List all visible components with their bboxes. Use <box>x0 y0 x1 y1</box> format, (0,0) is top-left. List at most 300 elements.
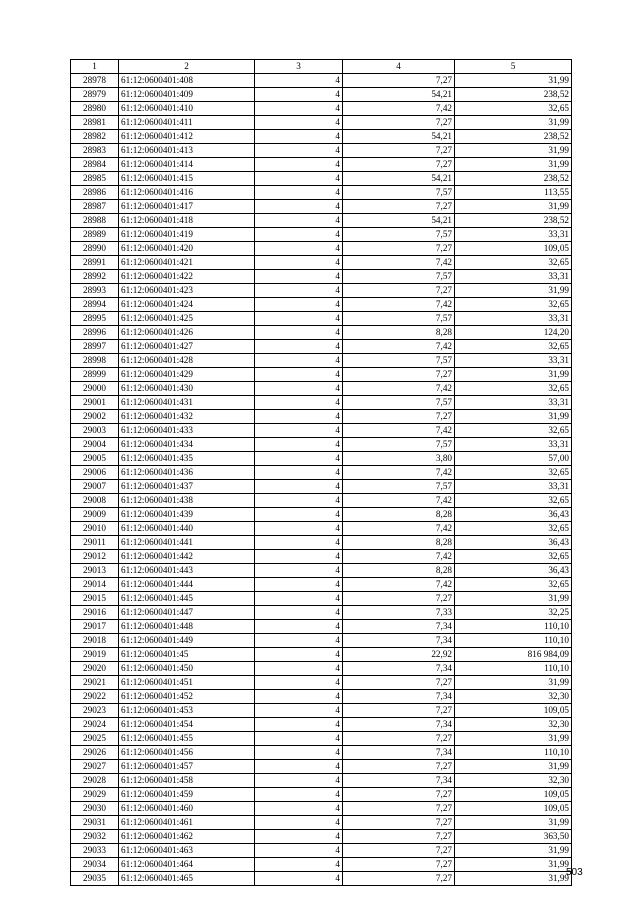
row-number: 29019 <box>71 648 119 662</box>
cell-value: 4 <box>255 354 343 368</box>
cell-value: 32,65 <box>455 522 572 536</box>
cell-value: 4 <box>255 424 343 438</box>
column-header: 4 <box>343 60 455 74</box>
row-number: 29033 <box>71 844 119 858</box>
cell-value: 7,27 <box>343 704 455 718</box>
cell-value: 7,27 <box>343 816 455 830</box>
cadastral-number: 61:12:0600401:429 <box>119 368 255 382</box>
cell-value: 4 <box>255 242 343 256</box>
cell-value: 4 <box>255 550 343 564</box>
cadastral-number: 61:12:0600401:455 <box>119 732 255 746</box>
cell-value: 238,52 <box>455 214 572 228</box>
cell-value: 31,99 <box>455 676 572 690</box>
column-header: 2 <box>119 60 255 74</box>
cell-value: 31,99 <box>455 200 572 214</box>
cadastral-number: 61:12:0600401:431 <box>119 396 255 410</box>
table-row <box>71 788 572 802</box>
cadastral-number: 61:12:0600401:462 <box>119 830 255 844</box>
row-number: 29035 <box>71 872 119 886</box>
cell-value: 32,30 <box>455 718 572 732</box>
table-row <box>71 564 572 578</box>
cell-value: 36,43 <box>455 564 572 578</box>
row-number: 29013 <box>71 564 119 578</box>
cadastral-number: 61:12:0600401:422 <box>119 270 255 284</box>
cell-value: 36,43 <box>455 508 572 522</box>
table-row <box>71 592 572 606</box>
cell-value: 4 <box>255 830 343 844</box>
cell-value: 4 <box>255 746 343 760</box>
table-row <box>71 88 572 102</box>
cell-value: 4 <box>255 312 343 326</box>
row-number: 28989 <box>71 228 119 242</box>
cell-value: 4 <box>255 88 343 102</box>
cell-value: 31,99 <box>455 144 572 158</box>
table-row <box>71 172 572 186</box>
table-row <box>71 522 572 536</box>
cell-value: 7,42 <box>343 102 455 116</box>
cadastral-number: 61:12:0600401:436 <box>119 466 255 480</box>
cell-value: 7,42 <box>343 256 455 270</box>
cell-value: 33,31 <box>455 354 572 368</box>
cell-value: 32,65 <box>455 340 572 354</box>
table-row <box>71 284 572 298</box>
cadastral-number: 61:12:0600401:433 <box>119 424 255 438</box>
cell-value: 7,27 <box>343 872 455 886</box>
row-number: 29007 <box>71 480 119 494</box>
table-row <box>71 102 572 116</box>
row-number: 29014 <box>71 578 119 592</box>
cadastral-number: 61:12:0600401:428 <box>119 354 255 368</box>
cell-value: 7,27 <box>343 410 455 424</box>
cadastral-number: 61:12:0600401:441 <box>119 536 255 550</box>
table-row <box>71 200 572 214</box>
cell-value: 7,57 <box>343 354 455 368</box>
cell-value: 816 984,09 <box>455 648 572 662</box>
cell-value: 8,28 <box>343 508 455 522</box>
cell-value: 109,05 <box>455 802 572 816</box>
cell-value: 54,21 <box>343 88 455 102</box>
cell-value: 4 <box>255 144 343 158</box>
table-row <box>71 746 572 760</box>
cell-value: 4 <box>255 494 343 508</box>
row-number: 29000 <box>71 382 119 396</box>
row-number: 28997 <box>71 340 119 354</box>
cell-value: 110,10 <box>455 746 572 760</box>
cell-value: 4 <box>255 662 343 676</box>
data-table <box>70 59 572 886</box>
row-number: 29034 <box>71 858 119 872</box>
table-row <box>71 74 572 88</box>
cell-value: 7,27 <box>343 760 455 774</box>
table-row <box>71 242 572 256</box>
row-number: 29027 <box>71 760 119 774</box>
cadastral-number: 61:12:0600401:440 <box>119 522 255 536</box>
cadastral-number: 61:12:0600401:412 <box>119 130 255 144</box>
table-body <box>71 74 572 886</box>
cell-value: 31,99 <box>455 858 572 872</box>
cadastral-number: 61:12:0600401:456 <box>119 746 255 760</box>
table-row <box>71 732 572 746</box>
row-number: 29026 <box>71 746 119 760</box>
table-row <box>71 480 572 494</box>
row-number: 29005 <box>71 452 119 466</box>
cell-value: 7,27 <box>343 74 455 88</box>
cell-value: 7,34 <box>343 662 455 676</box>
row-number: 29018 <box>71 634 119 648</box>
cell-value: 7,34 <box>343 746 455 760</box>
cell-value: 4 <box>255 340 343 354</box>
cell-value: 4 <box>255 774 343 788</box>
table-row <box>71 130 572 144</box>
cell-value: 4 <box>255 214 343 228</box>
cell-value: 4 <box>255 564 343 578</box>
cadastral-number: 61:12:0600401:409 <box>119 88 255 102</box>
row-number: 28978 <box>71 74 119 88</box>
cadastral-number: 61:12:0600401:435 <box>119 452 255 466</box>
table-row <box>71 186 572 200</box>
cell-value: 7,27 <box>343 116 455 130</box>
cell-value: 4 <box>255 228 343 242</box>
cadastral-number: 61:12:0600401:460 <box>119 802 255 816</box>
row-number: 28992 <box>71 270 119 284</box>
row-number: 28995 <box>71 312 119 326</box>
cell-value: 110,10 <box>455 634 572 648</box>
cadastral-number: 61:12:0600401:426 <box>119 326 255 340</box>
table-row <box>71 620 572 634</box>
cell-value: 31,99 <box>455 74 572 88</box>
row-number: 29001 <box>71 396 119 410</box>
row-number: 28986 <box>71 186 119 200</box>
cell-value: 7,57 <box>343 228 455 242</box>
row-number: 29009 <box>71 508 119 522</box>
cell-value: 4 <box>255 200 343 214</box>
cell-value: 4 <box>255 858 343 872</box>
cell-value: 4 <box>255 634 343 648</box>
row-number: 29017 <box>71 620 119 634</box>
table-row <box>71 354 572 368</box>
cell-value: 4 <box>255 130 343 144</box>
cell-value: 7,27 <box>343 158 455 172</box>
cadastral-number: 61:12:0600401:419 <box>119 228 255 242</box>
cadastral-number: 61:12:0600401:445 <box>119 592 255 606</box>
column-header: 5 <box>455 60 572 74</box>
cadastral-number: 61:12:0600401:425 <box>119 312 255 326</box>
cell-value: 7,27 <box>343 788 455 802</box>
row-number: 28979 <box>71 88 119 102</box>
cell-value: 7,57 <box>343 312 455 326</box>
cadastral-number: 61:12:0600401:464 <box>119 858 255 872</box>
table-row <box>71 578 572 592</box>
row-number: 29028 <box>71 774 119 788</box>
cell-value: 4 <box>255 102 343 116</box>
cell-value: 31,99 <box>455 592 572 606</box>
row-number: 28982 <box>71 130 119 144</box>
cell-value: 32,65 <box>455 298 572 312</box>
cell-value: 54,21 <box>343 130 455 144</box>
cell-value: 31,99 <box>455 732 572 746</box>
cell-value: 31,99 <box>455 760 572 774</box>
cell-value: 124,20 <box>455 326 572 340</box>
cell-value: 238,52 <box>455 88 572 102</box>
cell-value: 32,65 <box>455 382 572 396</box>
cell-value: 4 <box>255 116 343 130</box>
cell-value: 4 <box>255 844 343 858</box>
cadastral-number: 61:12:0600401:465 <box>119 872 255 886</box>
cell-value: 33,31 <box>455 312 572 326</box>
row-number: 28984 <box>71 158 119 172</box>
table-row <box>71 144 572 158</box>
cadastral-number: 61:12:0600401:451 <box>119 676 255 690</box>
cadastral-number: 61:12:0600401:427 <box>119 340 255 354</box>
cell-value: 7,34 <box>343 620 455 634</box>
cell-value: 33,31 <box>455 396 572 410</box>
row-number: 29003 <box>71 424 119 438</box>
row-number: 29004 <box>71 438 119 452</box>
table-row <box>71 312 572 326</box>
table-row <box>71 550 572 564</box>
cell-value: 22,92 <box>343 648 455 662</box>
cell-value: 4 <box>255 368 343 382</box>
cadastral-number: 61:12:0600401:444 <box>119 578 255 592</box>
row-number: 28985 <box>71 172 119 186</box>
cell-value: 7,27 <box>343 802 455 816</box>
cell-value: 4 <box>255 676 343 690</box>
table-row <box>71 382 572 396</box>
cadastral-number: 61:12:0600401:415 <box>119 172 255 186</box>
cell-value: 54,21 <box>343 214 455 228</box>
cell-value: 4 <box>255 718 343 732</box>
cell-value: 4 <box>255 270 343 284</box>
cell-value: 7,57 <box>343 270 455 284</box>
cell-value: 31,99 <box>455 116 572 130</box>
header-row <box>71 60 572 74</box>
table-row <box>71 718 572 732</box>
table-row <box>71 830 572 844</box>
cell-value: 110,10 <box>455 662 572 676</box>
cell-value: 33,31 <box>455 480 572 494</box>
cell-value: 7,57 <box>343 396 455 410</box>
cell-value: 109,05 <box>455 242 572 256</box>
cell-value: 4 <box>255 522 343 536</box>
table-row <box>71 396 572 410</box>
table-row <box>71 438 572 452</box>
cell-value: 31,99 <box>455 284 572 298</box>
cell-value: 4 <box>255 326 343 340</box>
table-row <box>71 158 572 172</box>
cadastral-number: 61:12:0600401:453 <box>119 704 255 718</box>
row-number: 29024 <box>71 718 119 732</box>
table-row <box>71 228 572 242</box>
cadastral-number: 61:12:0600401:454 <box>119 718 255 732</box>
row-number: 29023 <box>71 704 119 718</box>
table-row <box>71 368 572 382</box>
cadastral-number: 61:12:0600401:423 <box>119 284 255 298</box>
cadastral-number: 61:12:0600401:45 <box>119 648 255 662</box>
table-row <box>71 648 572 662</box>
table-row <box>71 802 572 816</box>
cadastral-number: 61:12:0600401:418 <box>119 214 255 228</box>
cell-value: 7,27 <box>343 844 455 858</box>
cell-value: 7,42 <box>343 578 455 592</box>
cell-value: 4 <box>255 410 343 424</box>
cell-value: 7,42 <box>343 340 455 354</box>
cell-value: 4 <box>255 732 343 746</box>
cadastral-number: 61:12:0600401:414 <box>119 158 255 172</box>
row-number: 29016 <box>71 606 119 620</box>
cell-value: 7,42 <box>343 522 455 536</box>
cell-value: 31,99 <box>455 158 572 172</box>
cadastral-number: 61:12:0600401:417 <box>119 200 255 214</box>
row-number: 28983 <box>71 144 119 158</box>
cell-value: 7,42 <box>343 494 455 508</box>
cell-value: 32,65 <box>455 550 572 564</box>
cell-value: 8,28 <box>343 536 455 550</box>
table-row <box>71 214 572 228</box>
cadastral-number: 61:12:0600401:411 <box>119 116 255 130</box>
cell-value: 7,42 <box>343 298 455 312</box>
cell-value: 33,31 <box>455 270 572 284</box>
cell-value: 7,57 <box>343 186 455 200</box>
row-number: 29002 <box>71 410 119 424</box>
row-number: 28990 <box>71 242 119 256</box>
cell-value: 4 <box>255 158 343 172</box>
cell-value: 4 <box>255 508 343 522</box>
table-row <box>71 704 572 718</box>
cadastral-number: 61:12:0600401:424 <box>119 298 255 312</box>
cell-value: 4 <box>255 536 343 550</box>
cell-value: 32,65 <box>455 578 572 592</box>
cell-value: 7,57 <box>343 438 455 452</box>
cadastral-number: 61:12:0600401:416 <box>119 186 255 200</box>
cell-value: 7,27 <box>343 284 455 298</box>
cadastral-number: 61:12:0600401:437 <box>119 480 255 494</box>
cell-value: 7,27 <box>343 242 455 256</box>
row-number: 28994 <box>71 298 119 312</box>
cadastral-number: 61:12:0600401:449 <box>119 634 255 648</box>
cell-value: 31,99 <box>455 844 572 858</box>
row-number: 29006 <box>71 466 119 480</box>
cell-value: 4 <box>255 466 343 480</box>
cell-value: 238,52 <box>455 172 572 186</box>
cell-value: 7,27 <box>343 858 455 872</box>
cadastral-number: 61:12:0600401:442 <box>119 550 255 564</box>
cell-value: 7,34 <box>343 634 455 648</box>
cell-value: 4 <box>255 382 343 396</box>
cell-value: 7,42 <box>343 424 455 438</box>
cell-value: 4 <box>255 690 343 704</box>
cell-value: 32,30 <box>455 690 572 704</box>
cell-value: 4 <box>255 648 343 662</box>
cadastral-number: 61:12:0600401:459 <box>119 788 255 802</box>
row-number: 29025 <box>71 732 119 746</box>
table-row <box>71 326 572 340</box>
table-row <box>71 844 572 858</box>
table-row <box>71 424 572 438</box>
cell-value: 4 <box>255 802 343 816</box>
row-number: 28998 <box>71 354 119 368</box>
page-number: 503 <box>566 867 583 878</box>
table-row <box>71 270 572 284</box>
cell-value: 238,52 <box>455 130 572 144</box>
cell-value: 4 <box>255 186 343 200</box>
table-row <box>71 662 572 676</box>
table-row <box>71 676 572 690</box>
cell-value: 4 <box>255 452 343 466</box>
table-row <box>71 116 572 130</box>
cell-value: 32,25 <box>455 606 572 620</box>
cell-value: 4 <box>255 872 343 886</box>
cell-value: 33,31 <box>455 438 572 452</box>
cell-value: 32,30 <box>455 774 572 788</box>
cell-value: 363,50 <box>455 830 572 844</box>
column-header: 3 <box>255 60 343 74</box>
cadastral-number: 61:12:0600401:448 <box>119 620 255 634</box>
row-number: 29008 <box>71 494 119 508</box>
cadastral-number: 61:12:0600401:430 <box>119 382 255 396</box>
cadastral-number: 61:12:0600401:443 <box>119 564 255 578</box>
cell-value: 32,65 <box>455 102 572 116</box>
cell-value: 31,99 <box>455 410 572 424</box>
cell-value: 7,27 <box>343 676 455 690</box>
row-number: 29032 <box>71 830 119 844</box>
cell-value: 3,80 <box>343 452 455 466</box>
cell-value: 32,65 <box>455 424 572 438</box>
cell-value: 4 <box>255 284 343 298</box>
cell-value: 4 <box>255 606 343 620</box>
row-number: 28980 <box>71 102 119 116</box>
row-number: 28993 <box>71 284 119 298</box>
table-row <box>71 634 572 648</box>
cell-value: 7,33 <box>343 606 455 620</box>
cell-value: 4 <box>255 396 343 410</box>
cell-value: 113,55 <box>455 186 572 200</box>
cell-value: 4 <box>255 592 343 606</box>
row-number: 29022 <box>71 690 119 704</box>
row-number: 29031 <box>71 816 119 830</box>
table-row <box>71 410 572 424</box>
cadastral-number: 61:12:0600401:434 <box>119 438 255 452</box>
column-header: 1 <box>71 60 119 74</box>
row-number: 29029 <box>71 788 119 802</box>
cell-value: 4 <box>255 760 343 774</box>
cell-value: 110,10 <box>455 620 572 634</box>
cell-value: 32,65 <box>455 494 572 508</box>
cadastral-number: 61:12:0600401:421 <box>119 256 255 270</box>
table-row <box>71 536 572 550</box>
cell-value: 4 <box>255 298 343 312</box>
table-row <box>71 690 572 704</box>
cell-value: 31,99 <box>455 816 572 830</box>
table-row <box>71 508 572 522</box>
cell-value: 4 <box>255 704 343 718</box>
cell-value: 4 <box>255 172 343 186</box>
cell-value: 8,28 <box>343 564 455 578</box>
table-row <box>71 466 572 480</box>
cadastral-number: 61:12:0600401:408 <box>119 74 255 88</box>
table-row <box>71 606 572 620</box>
cadastral-number: 61:12:0600401:461 <box>119 816 255 830</box>
cell-value: 7,27 <box>343 592 455 606</box>
row-number: 28991 <box>71 256 119 270</box>
cadastral-number: 61:12:0600401:450 <box>119 662 255 676</box>
cadastral-number: 61:12:0600401:463 <box>119 844 255 858</box>
table-row <box>71 340 572 354</box>
table-row <box>71 298 572 312</box>
cell-value: 57,00 <box>455 452 572 466</box>
cell-value: 7,42 <box>343 466 455 480</box>
cell-value: 33,31 <box>455 228 572 242</box>
row-number: 28988 <box>71 214 119 228</box>
